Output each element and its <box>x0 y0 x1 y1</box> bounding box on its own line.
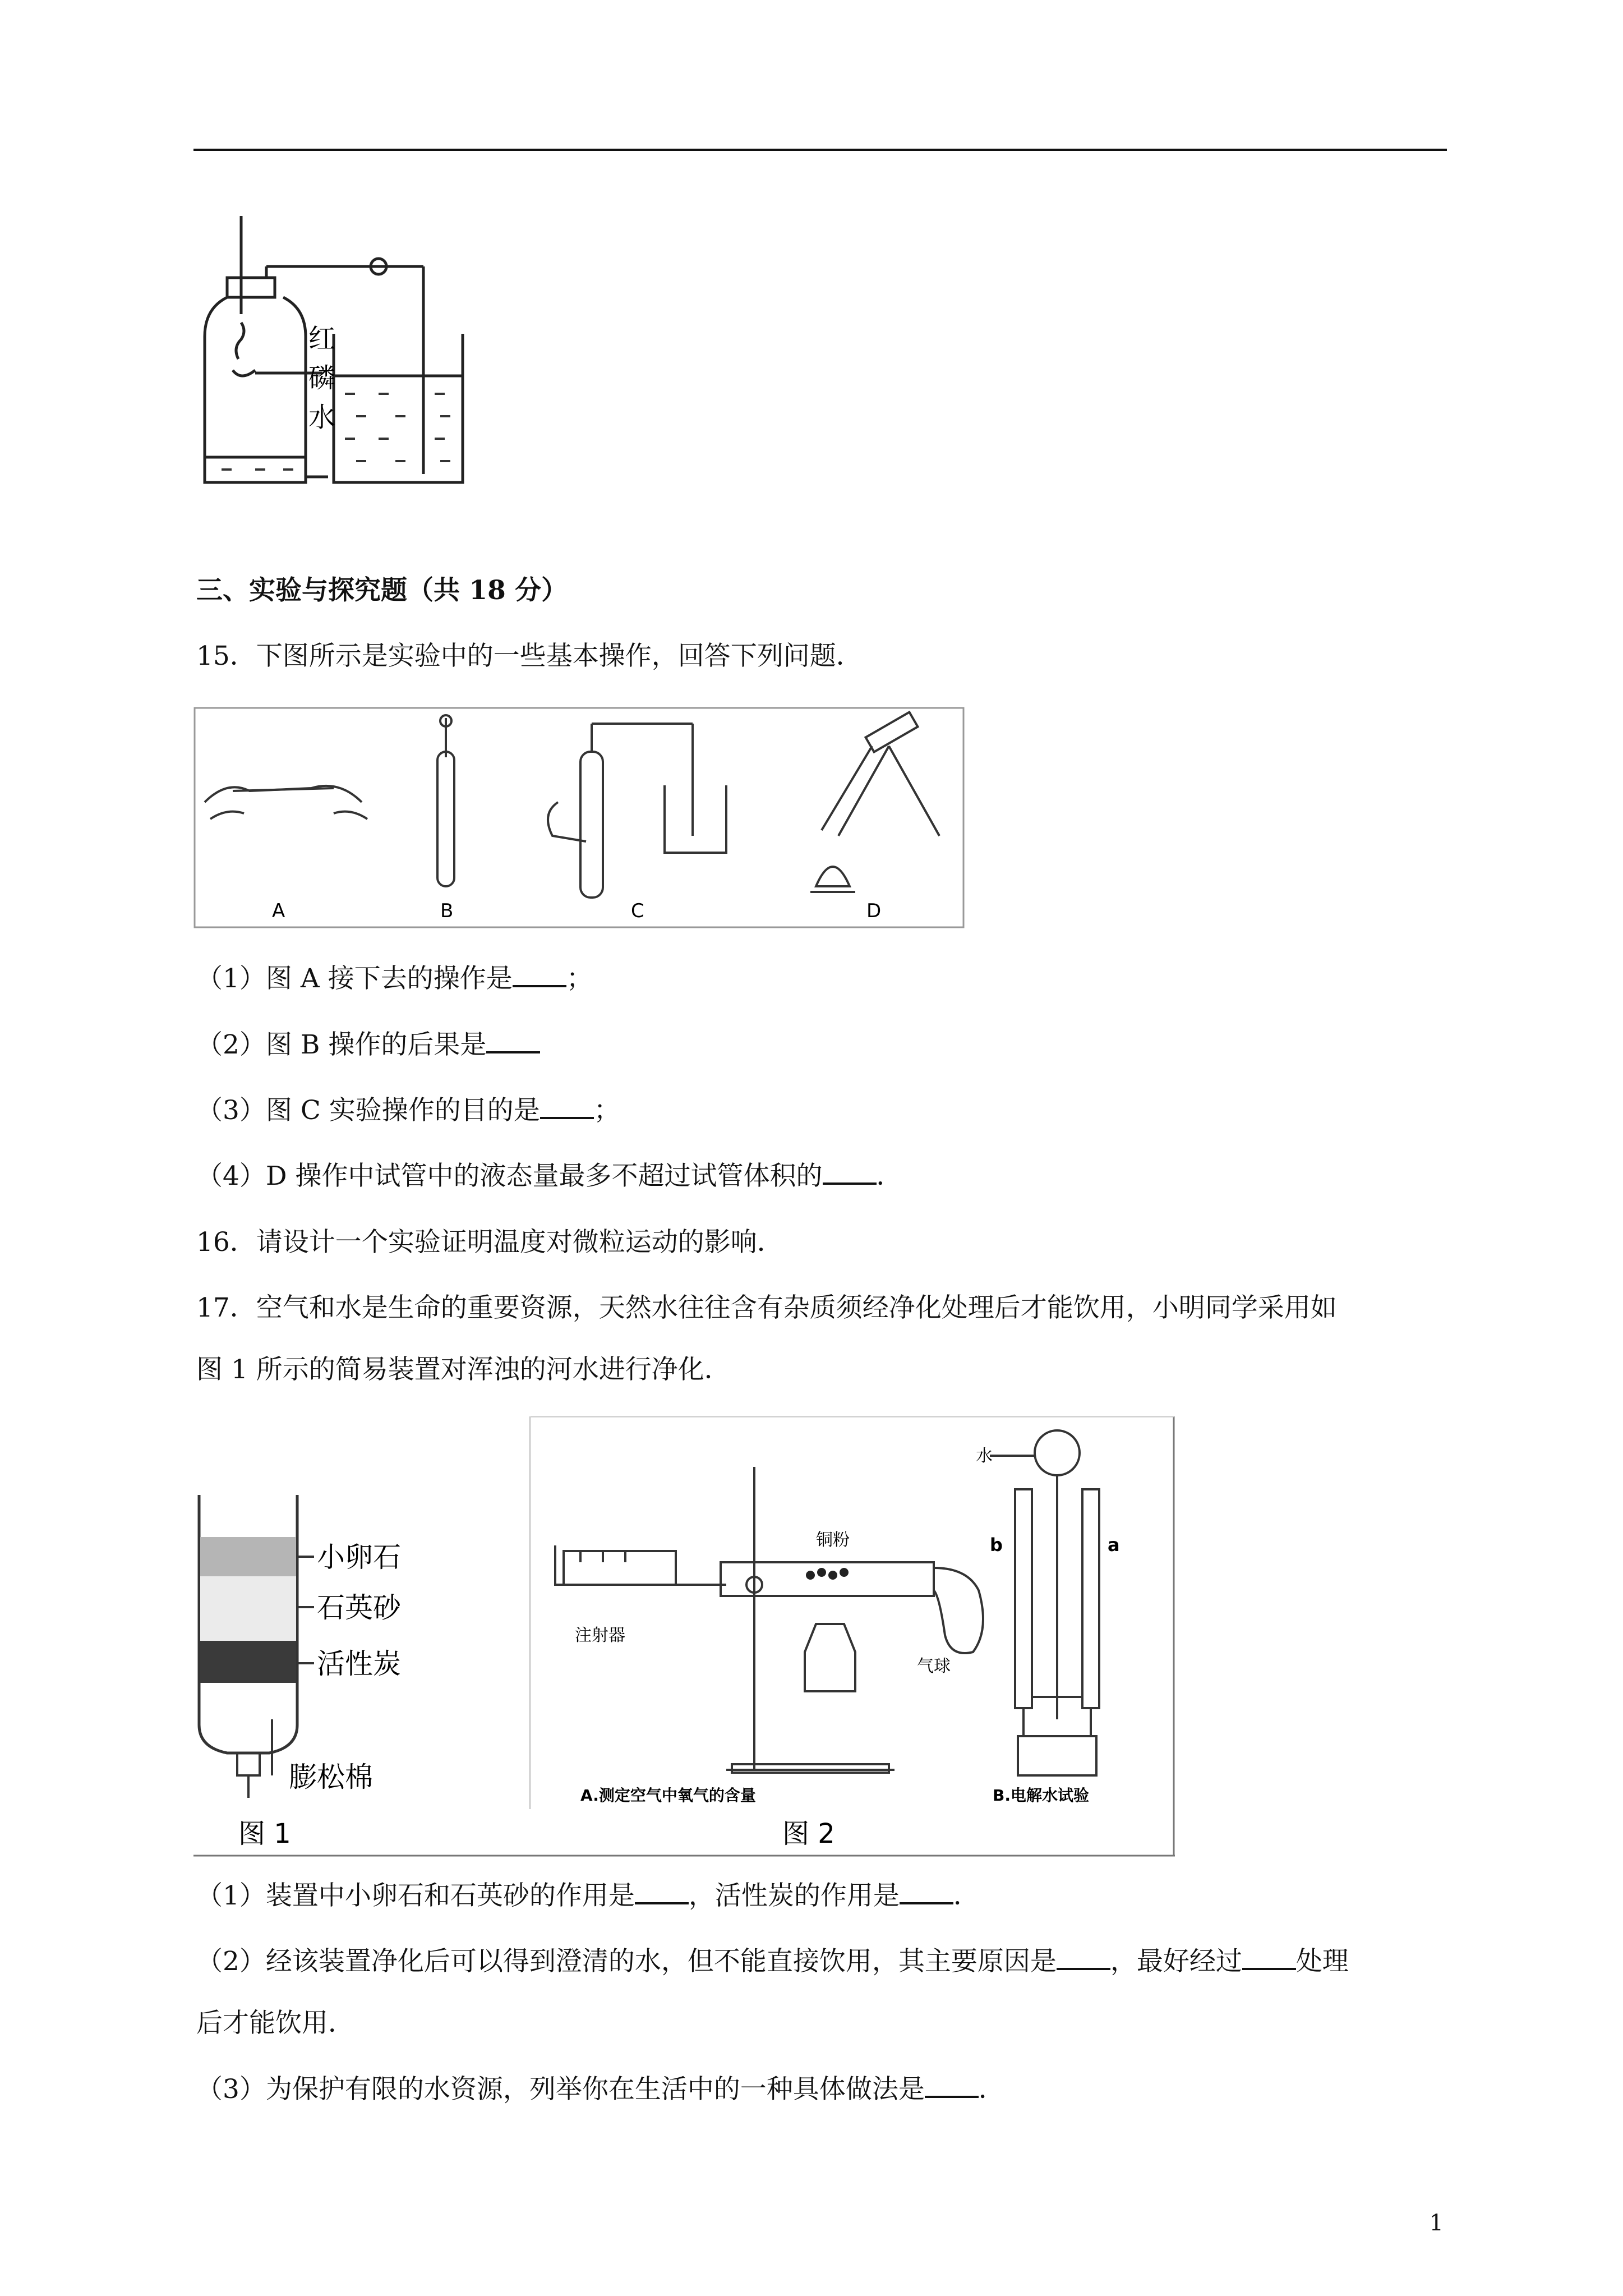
fig1-caption: 图 1 <box>238 1818 291 1849</box>
q15-label-d: D <box>866 900 882 922</box>
q17-sub1-text1: （1）装置中小卵石和石英砂的作用是 <box>196 1880 635 1911</box>
q15-sub3-end: ； <box>593 1095 620 1126</box>
answer-blank[interactable] <box>513 960 566 987</box>
fig1-label-pebbles: 小卵石 <box>317 1541 401 1573</box>
phosphorus-apparatus-figure <box>193 208 508 488</box>
q17-sub1-end: ． <box>953 1880 980 1911</box>
q17-sub2-text3: 处理 <box>1295 1946 1349 1977</box>
q15-sub4-end: ． <box>876 1161 903 1191</box>
q15-sub2 <box>196 1025 540 1065</box>
q15-sub1-end: ； <box>566 963 593 994</box>
q15-stem: 15．下图所示是实验中的一些基本操作，回答下列问题． <box>196 641 863 671</box>
fig2b-label-water: 水 <box>976 1446 993 1466</box>
q15-operations-figure <box>193 707 965 928</box>
fig2a-label-copper: 铜粉 <box>816 1530 850 1550</box>
q16-stem: 16．请设计一个实验证明温度对微粒运动的影响． <box>196 1227 783 1258</box>
q15-sub1-text: （1）图 A 接下去的操作是 <box>196 963 513 994</box>
label-water: 水 <box>308 402 336 433</box>
fig1-filter <box>199 1495 402 1849</box>
header-rule <box>193 149 1447 151</box>
section-heading: 三、实验与探究题（共 18 分） <box>196 575 568 606</box>
q15-label-c: C <box>631 900 644 922</box>
q15-sub3-text: （3）图 C 实验操作的目的是 <box>196 1095 540 1126</box>
fig2b-label-a: a <box>1108 1534 1120 1556</box>
answer-blank[interactable] <box>1242 1943 1296 1970</box>
q17-sub1 <box>196 1876 980 1916</box>
answer-blank[interactable] <box>540 1092 594 1119</box>
label-phosphorus: 磷 <box>308 362 336 394</box>
q15-sub4-text: （4）D 操作中试管中的液态量最多不超过试管体积的 <box>196 1161 823 1191</box>
fig2a-oxygen-apparatus <box>555 1467 983 1773</box>
answer-blank[interactable] <box>900 1878 953 1904</box>
answer-blank[interactable] <box>1057 1943 1110 1970</box>
answer-blank[interactable] <box>635 1878 689 1904</box>
q15-label-a: A <box>272 900 285 922</box>
fig1-label-cotton: 膨松棉 <box>289 1761 373 1793</box>
q17-stem-line2: 图 1 所示的简易装置对浑浊的河水进行净化． <box>196 1354 731 1385</box>
fig2b-label-b: b <box>990 1534 1003 1556</box>
q17-stem-line1: 17．空气和水是生命的重要资源，天然水往往含有杂质须经净化处理后才能饮用，小明同学采用如 <box>196 1292 1337 1323</box>
fig1-label-activated-carbon: 活性炭 <box>317 1648 401 1680</box>
q17-sub2-text2: ，最好经过 <box>1110 1946 1242 1977</box>
q15-label-b: B <box>440 900 454 922</box>
q15-sub3 <box>196 1091 620 1130</box>
q15-sub2-text: （2）图 B 操作的后果是 <box>196 1029 487 1060</box>
q17-sub2-text1: （2）经该装置净化后可以得到澄清的水，但不能直接饮用，其主要原因是 <box>196 1946 1057 1977</box>
answer-blank[interactable] <box>486 1027 540 1053</box>
q17-figures <box>193 1416 1175 1857</box>
q17-sub3 <box>196 2070 1005 2109</box>
fig2a-label-balloon: 气球 <box>917 1657 951 1676</box>
q17-sub1-text2: ，活性炭的作用是 <box>688 1880 900 1911</box>
q15-sub1 <box>196 959 593 999</box>
q17-sub3-end: ． <box>978 2074 1005 2105</box>
fig2a-title: A.测定空气中氧气的含量 <box>580 1786 756 1805</box>
q17-sub3-text: （3）为保护有限的水资源，列举你在生活中的一种具体做法是 <box>196 2074 925 2105</box>
fig2a-label-syringe: 注射器 <box>575 1626 625 1645</box>
q15-sub4 <box>196 1157 903 1196</box>
label-red: 红 <box>308 323 336 355</box>
answer-blank[interactable] <box>823 1158 877 1185</box>
q17-sub2 <box>196 1942 1349 1981</box>
fig1-label-quartz-sand: 石英砂 <box>317 1591 401 1624</box>
fig2b-electrolysis-apparatus <box>990 1430 1099 1775</box>
fig2b-title: B.电解水试验 <box>993 1786 1089 1805</box>
page-number: 1 <box>1429 2210 1444 2236</box>
fig2-caption: 图 2 <box>782 1818 835 1849</box>
answer-blank[interactable] <box>925 2071 979 2098</box>
q17-sub2-line2: 后才能饮用． <box>196 2008 354 2039</box>
